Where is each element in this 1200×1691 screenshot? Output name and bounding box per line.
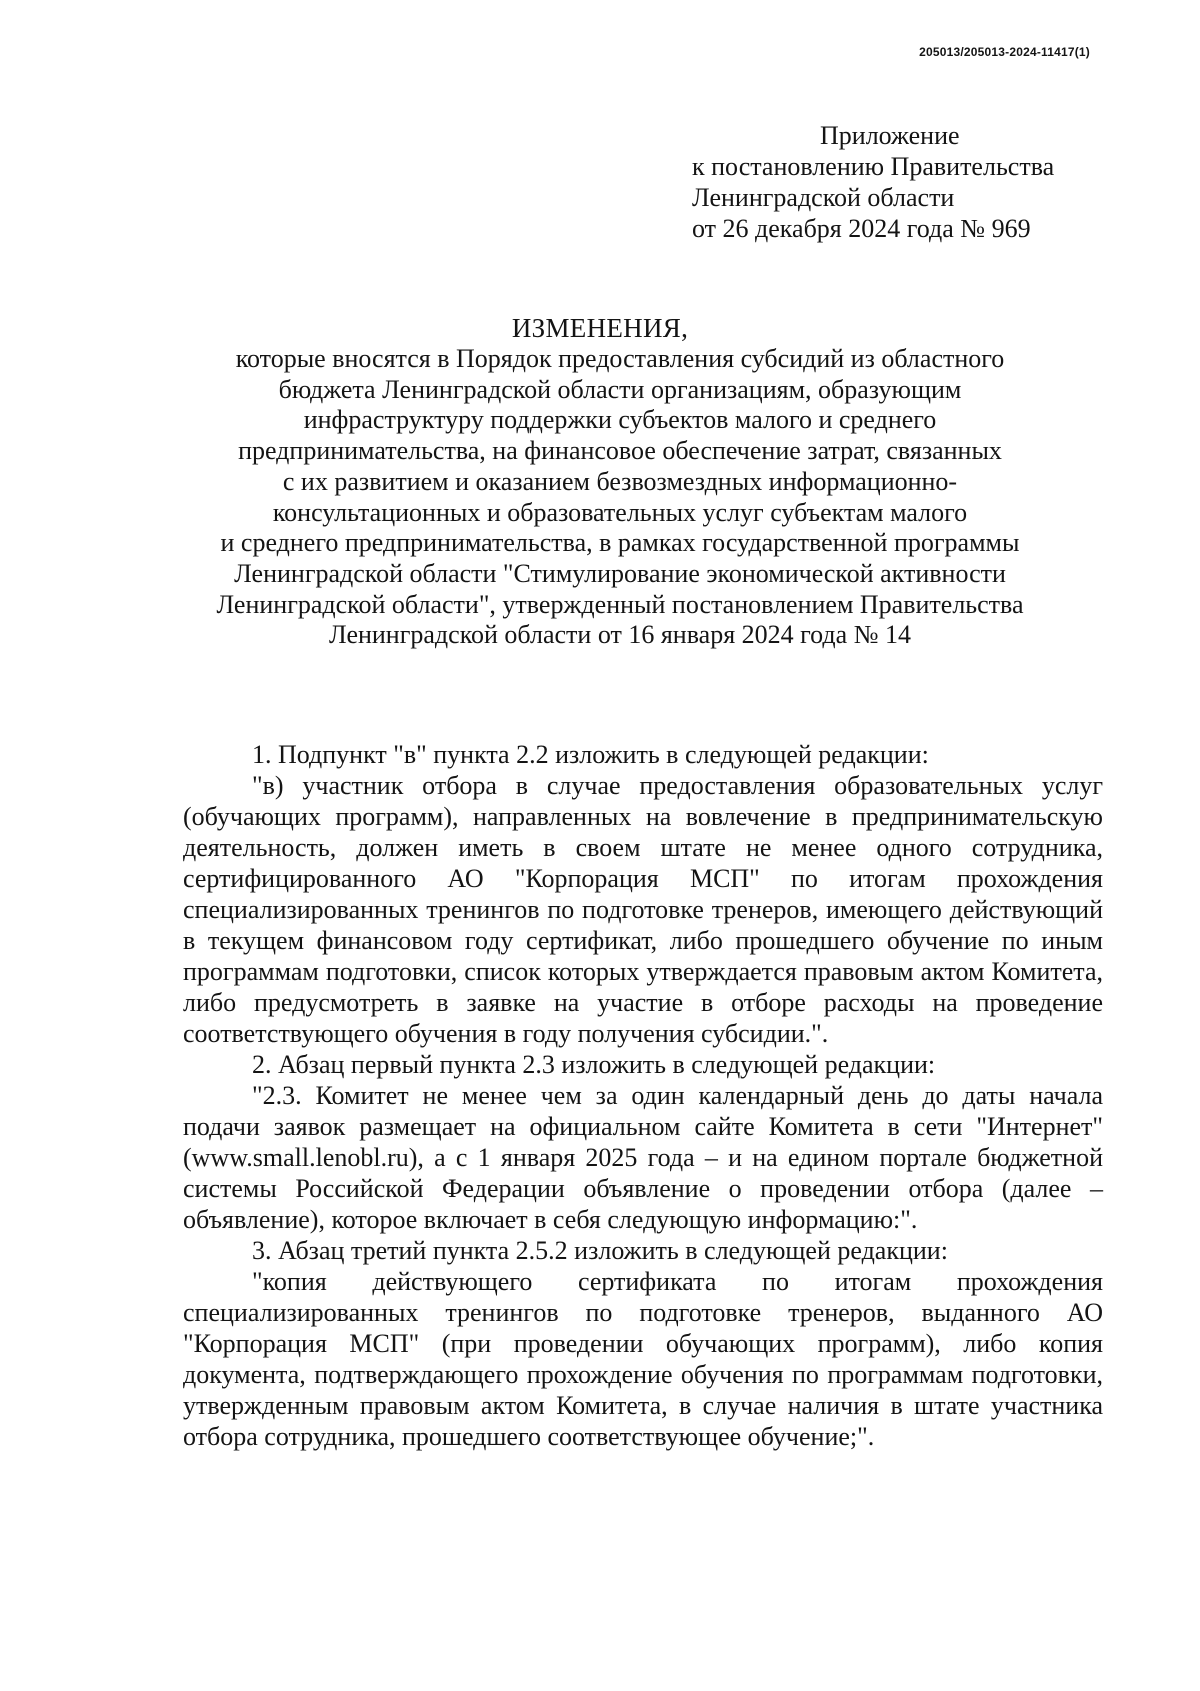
subtitle-line: которые вносятся в Порядок предоставления субсидий из областного <box>235 344 1005 373</box>
subtitle-line: консультационных и образовательных услуг субъектам малого <box>272 497 968 527</box>
subtitle-line: и среднего предпринимательства, в рамках государственной программы <box>220 528 1020 558</box>
subtitle-line: бюджета Ленинградской области организациям, образующим <box>278 374 962 404</box>
item-3-heading: 3. Абзац третий пункта 2.5.2 изложить в следующей редакции: <box>252 1236 948 1265</box>
document-subtitle <box>160 344 1080 651</box>
subtitle-line: инфраструктуру поддержки субъектов малого и среднего <box>303 405 937 435</box>
item-1-heading: 1. Подпункт "в" пункта 2.2 изложить в следующей редакции: <box>252 740 929 769</box>
document-body <box>183 739 1103 1452</box>
subtitle-line: Ленинградской области", утвержденный постановлением Правительства <box>216 589 1024 619</box>
appendix-block <box>692 120 1054 244</box>
registration-number: 205013/205013-2024-11417(1) <box>919 45 1090 59</box>
subtitle-line: предпринимательства, на финансовое обеспечение затрат, связанных <box>238 436 1002 466</box>
item-2-heading: 2. Абзац первый пункта 2.3 изложить в следующей редакции: <box>252 1050 936 1079</box>
item-2-text: "2.3. Комитет не менее чем за один календарный день до даты начала подачи заявок размещает на официальном сайте Комитета в сети "Интернет" (www.small.lenobl.ru), а с 1 января 2025 года – и на едином портале бюджетной системы Российской Федерации объявление о проведении отбора (далее – объявление), которое включает в себя следующую информацию:". <box>183 1081 1103 1234</box>
document-title: ИЗМЕНЕНИЯ, <box>511 313 689 343</box>
appendix-region: Ленинградской области <box>692 183 955 212</box>
appendix-label: Приложение <box>820 121 960 150</box>
subtitle-line: Ленинградской области "Стимулирование экономической активности <box>234 558 1006 588</box>
item-1-text: "в) участник отбора в случае предоставления образовательных услуг (обучающих программ), направленных на вовлечение в предпринимательскую деятельность, должен иметь в своем штате не менее одного сотрудника, сертифицированного АО "Корпорация МСП" по итогам прохождения специализированных тренингов по подготовке тренеров, имеющего действующий в текущем финансовом году сертификат, либо прошедшего обучение по иным программам подготовки, список которых утверждается правовым актом Комитета, либо предусмотреть в заявке на участие в отборе расходы на проведение соответствующего обучения в году получения субсидии.". <box>183 771 1103 1048</box>
item-3-text: "копия действующего сертификата по итогам прохождения специализированных тренингов по подготовке тренеров, выданного АО "Корпорация МСП" (при проведении обучающих программ), либо копия документа, подтверждающего прохождение обучения по программам подготовки, утвержденным правовым актом Комитета, в случае наличия в штате участника отбора сотрудника, прошедшего соответствующее обучение;". <box>183 1267 1103 1451</box>
appendix-resolution: к постановлению Правительства <box>692 152 1055 181</box>
subtitle-line: с их развитием и оказанием безвозмездных информационно- <box>282 466 958 496</box>
appendix-date-number: от 26 декабря 2024 года № 969 <box>692 214 1031 243</box>
subtitle-line: Ленинградской области от 16 января 2024 года № 14 <box>328 620 912 650</box>
